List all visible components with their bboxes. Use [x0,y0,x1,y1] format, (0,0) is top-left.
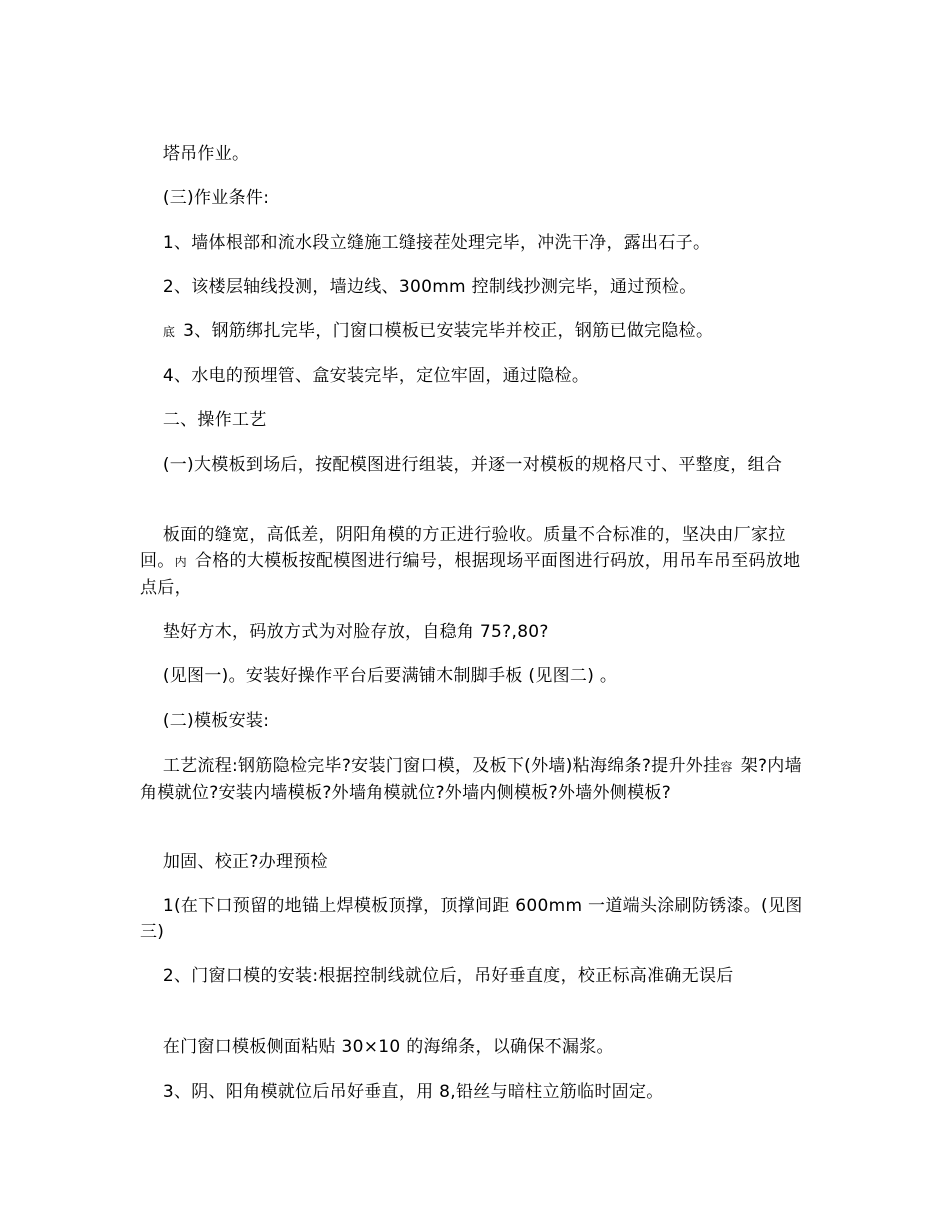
paragraph-text: 在门窗口模板侧面粘贴 30×10 的海绵条，以确保不漏浆。 [162,1037,614,1057]
paragraph-text: 工艺流程:钢筋隐检完毕?安装门窗口模，及板下(外墙)粘海绵条?提升外挂 [162,756,721,776]
list-item-text: 2、该楼层轴线投测，墙边线、300mm 控制线抄测完毕，通过预检。 [162,277,697,297]
paragraph-text: 架?内墙角模就位?安装内墙模板?外墙角模就位?外墙内侧模板?外墙外侧模板? [140,756,802,803]
paragraph-text: (一)大模板到场后，按配模图进行组装，并逐一对模板的规格尺寸、平整度，组合 [162,455,783,475]
paragraph [140,727,810,832]
paragraph-text: (见图一)。安装好操作平台后要满铺木制脚手板 (见图二) 。 [162,666,618,686]
paragraph-text: 垫好方木，码放方式为对脸存放，自稳角 75?,80? [162,622,549,642]
list-item-text: 3、阴、阳角模就位后吊好垂直，用 8,铅丝与暗柱立筋临时固定。 [162,1082,664,1102]
margin-mark: 底 [162,325,176,339]
list-item [140,1053,810,1131]
list-item-text: 2、门窗口模的安装:根据控制线就位后，吊好垂直度，校正标高准确无误后 [162,966,734,986]
paragraph-text: 板面的缝宽，高低差，阴阳角模的方正进行验收。质量不合标准的，坚决由厂家拉回。 [140,525,786,571]
margin-mark: 内 [174,555,187,569]
paragraph-text: 加固、校正?办理预检 [162,852,328,872]
margin-mark: 容 [720,760,733,774]
list-item [140,937,810,1015]
section-heading-text: (三)作业条件: [162,188,270,208]
list-item-text: 3、钢筋绑扎完毕，门窗口模板已安装完毕并校正，钢筋已做完隐检。 [183,321,714,341]
section-heading-text: (二)模板安装: [162,711,270,731]
list-item-text: 1、墙体根部和流水段立缝施工缝接茬处理完毕，冲洗干净，露出石子。 [162,233,711,253]
paragraph-text: 塔吊作业。 [162,144,250,164]
paragraph [140,426,810,504]
list-item-text: 4、水电的预埋管、盒安装完毕，定位牢固，通过隐检。 [162,366,590,386]
list-item-text: 1(在下口预留的地锚上焊模板顶撑，顶撑间距 600mm 一道端头涂刷防锈漆。(见图三) [140,896,803,942]
section-heading-text: 二、操作工艺 [162,410,267,430]
paragraph-text: 合格的大模板按配模图进行编号，根据现场平面图进行码放，用吊车吊至码放地点后， [140,551,801,598]
